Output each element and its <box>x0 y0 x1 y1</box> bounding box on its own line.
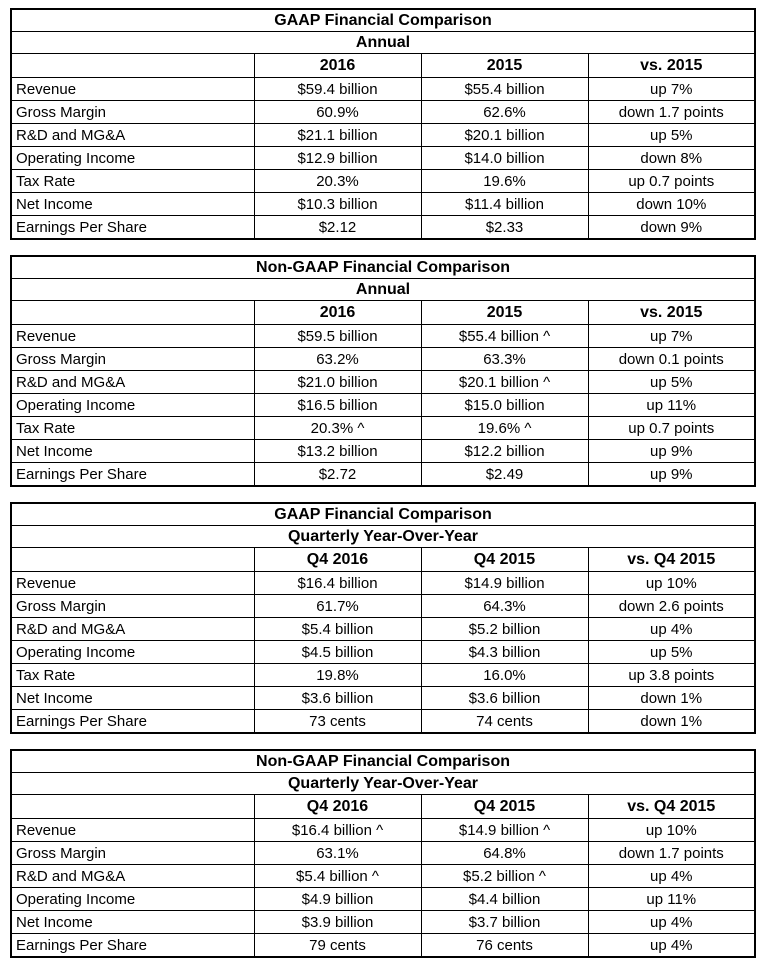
table-row <box>11 865 755 888</box>
column-header-period-1: 2016 <box>254 54 421 78</box>
row-label: Operating Income <box>11 641 254 664</box>
column-header-period-1: Q4 2016 <box>254 795 421 819</box>
table-title-row <box>11 256 755 279</box>
cell-period-1-value: $16.4 billion ^ <box>254 819 421 842</box>
table-row <box>11 664 755 687</box>
cell-period-1-value: 20.3% ^ <box>254 417 421 440</box>
row-label: Tax Rate <box>11 417 254 440</box>
cell-comparison-value: up 3.8 points <box>588 664 755 687</box>
cell-period-2-value: 19.6% <box>421 170 588 193</box>
row-label: Earnings Per Share <box>11 710 254 734</box>
table-subtitle: Quarterly Year-Over-Year <box>11 773 755 795</box>
column-header-period-2: Q4 2015 <box>421 795 588 819</box>
row-label: Earnings Per Share <box>11 934 254 958</box>
cell-period-2-value: $3.7 billion <box>421 911 588 934</box>
table-row <box>11 687 755 710</box>
table-subtitle-row <box>11 32 755 54</box>
table-subtitle-row <box>11 279 755 301</box>
cell-comparison-value: up 9% <box>588 440 755 463</box>
row-label: Net Income <box>11 193 254 216</box>
cell-comparison-value: up 10% <box>588 572 755 595</box>
cell-comparison-value: up 4% <box>588 618 755 641</box>
row-label: Gross Margin <box>11 595 254 618</box>
table-row <box>11 819 755 842</box>
cell-comparison-value: down 1% <box>588 710 755 734</box>
cell-comparison-value: down 9% <box>588 216 755 240</box>
row-label: Earnings Per Share <box>11 463 254 487</box>
cell-period-1-value: 73 cents <box>254 710 421 734</box>
cell-comparison-value: down 1% <box>588 687 755 710</box>
financial-comparison-table <box>10 749 756 958</box>
cell-period-1-value: $3.6 billion <box>254 687 421 710</box>
cell-comparison-value: up 4% <box>588 934 755 958</box>
cell-comparison-value: down 1.7 points <box>588 842 755 865</box>
cell-period-1-value: $16.4 billion <box>254 572 421 595</box>
cell-period-1-value: $2.12 <box>254 216 421 240</box>
table-row <box>11 911 755 934</box>
header-empty-cell <box>11 54 254 78</box>
cell-comparison-value: up 4% <box>588 865 755 888</box>
table-subtitle-row <box>11 773 755 795</box>
row-label: R&D and MG&A <box>11 124 254 147</box>
cell-period-2-value: $55.4 billion <box>421 78 588 101</box>
cell-period-2-value: $14.9 billion <box>421 572 588 595</box>
row-label: R&D and MG&A <box>11 371 254 394</box>
table-row <box>11 371 755 394</box>
row-label: Revenue <box>11 819 254 842</box>
table-subtitle: Quarterly Year-Over-Year <box>11 526 755 548</box>
column-header-comparison: vs. 2015 <box>588 54 755 78</box>
row-label: Revenue <box>11 572 254 595</box>
table-title: Non-GAAP Financial Comparison <box>11 750 755 773</box>
row-label: Net Income <box>11 687 254 710</box>
cell-comparison-value: up 5% <box>588 124 755 147</box>
table-row <box>11 417 755 440</box>
cell-period-2-value: 64.8% <box>421 842 588 865</box>
table-row <box>11 216 755 240</box>
cell-period-1-value: $4.5 billion <box>254 641 421 664</box>
cell-period-2-value: $20.1 billion <box>421 124 588 147</box>
cell-period-2-value: $4.3 billion <box>421 641 588 664</box>
column-header-period-2: 2015 <box>421 54 588 78</box>
table-row <box>11 440 755 463</box>
header-empty-cell <box>11 795 254 819</box>
cell-period-1-value: 19.8% <box>254 664 421 687</box>
cell-period-2-value: $2.33 <box>421 216 588 240</box>
row-label: Earnings Per Share <box>11 216 254 240</box>
table-row <box>11 618 755 641</box>
cell-period-2-value: 62.6% <box>421 101 588 124</box>
row-label: Operating Income <box>11 888 254 911</box>
cell-period-1-value: $5.4 billion ^ <box>254 865 421 888</box>
table-row <box>11 888 755 911</box>
cell-period-2-value: $20.1 billion ^ <box>421 371 588 394</box>
table-row <box>11 325 755 348</box>
cell-period-2-value: 63.3% <box>421 348 588 371</box>
table-title: Non-GAAP Financial Comparison <box>11 256 755 279</box>
cell-period-2-value: $15.0 billion <box>421 394 588 417</box>
column-header-comparison: vs. Q4 2015 <box>588 548 755 572</box>
column-header-period-2: 2015 <box>421 301 588 325</box>
row-label: Net Income <box>11 911 254 934</box>
cell-period-2-value: 64.3% <box>421 595 588 618</box>
row-label: Tax Rate <box>11 170 254 193</box>
cell-period-2-value: 16.0% <box>421 664 588 687</box>
cell-comparison-value: up 0.7 points <box>588 417 755 440</box>
cell-period-2-value: $55.4 billion ^ <box>421 325 588 348</box>
column-header-row <box>11 548 755 572</box>
table-row <box>11 124 755 147</box>
cell-period-1-value: $2.72 <box>254 463 421 487</box>
cell-period-1-value: 63.2% <box>254 348 421 371</box>
cell-comparison-value: up 7% <box>588 78 755 101</box>
cell-period-1-value: $21.1 billion <box>254 124 421 147</box>
column-header-row <box>11 54 755 78</box>
cell-period-1-value: $4.9 billion <box>254 888 421 911</box>
table-row <box>11 842 755 865</box>
table-row <box>11 147 755 170</box>
table-row <box>11 348 755 371</box>
row-label: R&D and MG&A <box>11 618 254 641</box>
cell-period-2-value: $5.2 billion ^ <box>421 865 588 888</box>
table-title-row <box>11 750 755 773</box>
row-label: Gross Margin <box>11 101 254 124</box>
row-label: Revenue <box>11 325 254 348</box>
table-row <box>11 394 755 417</box>
financial-tables-container <box>10 8 756 958</box>
cell-period-1-value: $3.9 billion <box>254 911 421 934</box>
cell-period-2-value: $14.9 billion ^ <box>421 819 588 842</box>
cell-period-2-value: $5.2 billion <box>421 618 588 641</box>
cell-period-2-value: 74 cents <box>421 710 588 734</box>
row-label: Revenue <box>11 78 254 101</box>
cell-comparison-value: down 0.1 points <box>588 348 755 371</box>
cell-comparison-value: down 2.6 points <box>588 595 755 618</box>
column-header-period-1: Q4 2016 <box>254 548 421 572</box>
cell-comparison-value: down 1.7 points <box>588 101 755 124</box>
cell-period-2-value: 19.6% ^ <box>421 417 588 440</box>
cell-comparison-value: up 10% <box>588 819 755 842</box>
table-title: GAAP Financial Comparison <box>11 503 755 526</box>
cell-period-1-value: 63.1% <box>254 842 421 865</box>
row-label: Net Income <box>11 440 254 463</box>
table-row <box>11 463 755 487</box>
table-title-row <box>11 9 755 32</box>
cell-comparison-value: up 4% <box>588 911 755 934</box>
column-header-comparison: vs. Q4 2015 <box>588 795 755 819</box>
table-subtitle: Annual <box>11 279 755 301</box>
cell-period-1-value: $59.5 billion <box>254 325 421 348</box>
cell-period-1-value: $5.4 billion <box>254 618 421 641</box>
cell-comparison-value: up 11% <box>588 394 755 417</box>
table-row <box>11 101 755 124</box>
cell-period-2-value: $11.4 billion <box>421 193 588 216</box>
row-label: Gross Margin <box>11 842 254 865</box>
row-label: Tax Rate <box>11 664 254 687</box>
cell-period-1-value: $16.5 billion <box>254 394 421 417</box>
table-row <box>11 595 755 618</box>
row-label: Operating Income <box>11 147 254 170</box>
cell-period-2-value: $3.6 billion <box>421 687 588 710</box>
column-header-row <box>11 795 755 819</box>
table-title-row <box>11 503 755 526</box>
table-row <box>11 193 755 216</box>
financial-comparison-table <box>10 8 756 240</box>
cell-period-1-value: $13.2 billion <box>254 440 421 463</box>
cell-period-1-value: 20.3% <box>254 170 421 193</box>
table-title: GAAP Financial Comparison <box>11 9 755 32</box>
row-label: Gross Margin <box>11 348 254 371</box>
financial-comparison-table <box>10 502 756 734</box>
cell-period-2-value: $4.4 billion <box>421 888 588 911</box>
financial-comparison-table <box>10 255 756 487</box>
cell-period-1-value: $59.4 billion <box>254 78 421 101</box>
cell-period-1-value: 61.7% <box>254 595 421 618</box>
header-empty-cell <box>11 301 254 325</box>
cell-comparison-value: up 0.7 points <box>588 170 755 193</box>
table-row <box>11 78 755 101</box>
cell-period-1-value: 60.9% <box>254 101 421 124</box>
header-empty-cell <box>11 548 254 572</box>
row-label: Operating Income <box>11 394 254 417</box>
cell-comparison-value: down 8% <box>588 147 755 170</box>
column-header-comparison: vs. 2015 <box>588 301 755 325</box>
cell-comparison-value: up 5% <box>588 371 755 394</box>
column-header-period-1: 2016 <box>254 301 421 325</box>
column-header-row <box>11 301 755 325</box>
cell-period-1-value: $12.9 billion <box>254 147 421 170</box>
cell-period-1-value: 79 cents <box>254 934 421 958</box>
table-subtitle-row <box>11 526 755 548</box>
column-header-period-2: Q4 2015 <box>421 548 588 572</box>
cell-period-2-value: 76 cents <box>421 934 588 958</box>
cell-comparison-value: up 11% <box>588 888 755 911</box>
cell-period-2-value: $2.49 <box>421 463 588 487</box>
cell-comparison-value: up 9% <box>588 463 755 487</box>
table-row <box>11 934 755 958</box>
cell-comparison-value: down 10% <box>588 193 755 216</box>
cell-period-2-value: $12.2 billion <box>421 440 588 463</box>
cell-comparison-value: up 7% <box>588 325 755 348</box>
table-row <box>11 572 755 595</box>
cell-comparison-value: up 5% <box>588 641 755 664</box>
table-row <box>11 170 755 193</box>
row-label: R&D and MG&A <box>11 865 254 888</box>
table-row <box>11 710 755 734</box>
cell-period-1-value: $10.3 billion <box>254 193 421 216</box>
table-row <box>11 641 755 664</box>
table-subtitle: Annual <box>11 32 755 54</box>
cell-period-2-value: $14.0 billion <box>421 147 588 170</box>
cell-period-1-value: $21.0 billion <box>254 371 421 394</box>
